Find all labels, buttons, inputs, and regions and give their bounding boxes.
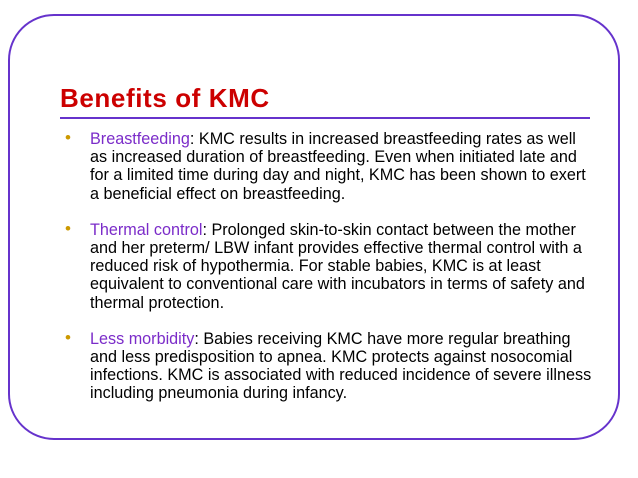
bullet-item-thermal-control (64, 218, 594, 312)
bullet-list (64, 130, 594, 421)
bullet-term: Less morbidity (90, 329, 195, 348)
bullet-term: Breastfeeding (90, 130, 190, 148)
bullet-item-breastfeeding (64, 130, 594, 203)
bullet-item-less-morbidity (64, 327, 594, 403)
bullet-text: : Prolonged skin-to-skin contact between the mother and her preterm/ LBW infant provides effective thermal control with a reduced risk of hypothermia. For stable babies, KMC is at least equivalent to conventional care with incubators in terms of safety and thermal protection. (90, 220, 585, 312)
bullet-dot-icon: • (65, 218, 71, 238)
bullet-text: : KMC results in increased breastfeeding rates as well as increased duration of breastfeeding. Even when initiated late and for a limited time during day and night, KMC has been shown to exert a beneficial effect on breastfeeding. (90, 130, 586, 203)
bullet-text: : Babies receiving KMC have more regular breathing and less predisposition to apnea. KMC protects against nosocomial infections. KMC is associated with reduced incidence of severe illness including pneumonia during infancy. (90, 329, 592, 403)
title-underline (60, 117, 590, 119)
bullet-dot-icon: • (65, 128, 71, 147)
slide-title: Benefits of KMC (60, 83, 270, 113)
bullet-term: Thermal control (90, 220, 203, 239)
bullet-dot-icon: • (65, 327, 71, 347)
